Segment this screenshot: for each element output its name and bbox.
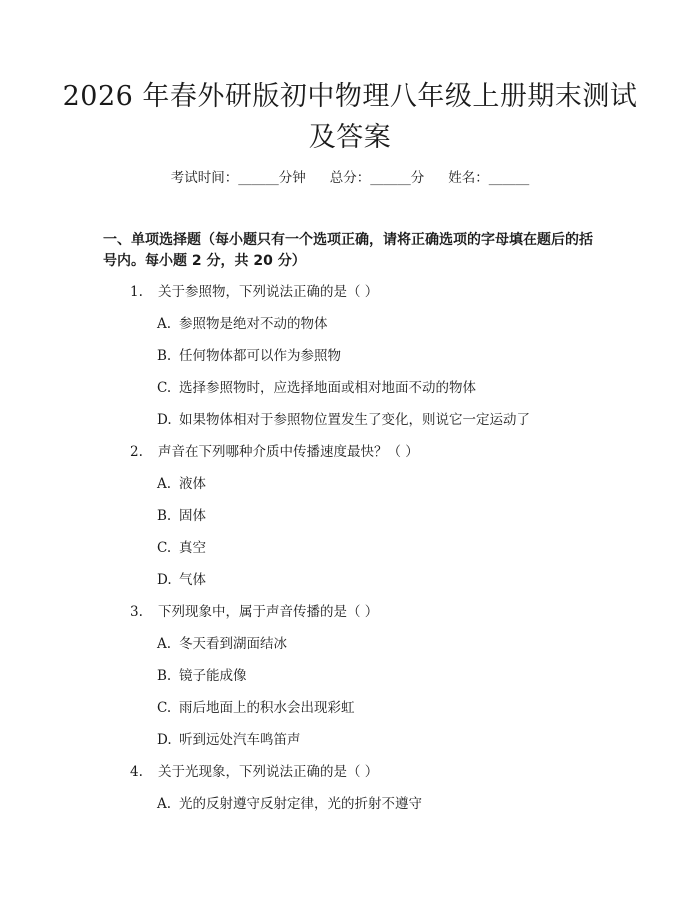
option-text: 如果物体相对于参照物位置发生了变化，则说它一定运动了 xyxy=(179,412,530,428)
option-letter: C. xyxy=(157,540,172,556)
option-text: 光的反射遵守反射定律，光的折射不遵守 xyxy=(179,796,422,812)
total-score-blank: ______ xyxy=(370,170,411,186)
option-text: 气体 xyxy=(179,572,206,588)
option-text: 真空 xyxy=(179,540,206,556)
exam-time-field xyxy=(171,168,306,188)
option-text: 冬天看到湖面结冰 xyxy=(179,636,287,652)
question-2 xyxy=(130,442,419,462)
question-2-option-d xyxy=(157,570,206,590)
question-1-option-b xyxy=(157,346,341,366)
option-letter: B. xyxy=(157,668,172,684)
student-name-field xyxy=(448,168,529,188)
option-letter: A. xyxy=(157,636,172,652)
question-text: 关于参照物，下列说法正确的是（ ） xyxy=(158,284,379,300)
question-3-option-a xyxy=(157,634,287,654)
question-1-option-d xyxy=(157,410,530,430)
question-number: 3. xyxy=(130,604,143,620)
option-letter: B. xyxy=(157,348,172,364)
option-text: 任何物体都可以作为参照物 xyxy=(179,348,341,364)
option-letter: A. xyxy=(157,316,172,332)
option-text: 听到远处汽车鸣笛声 xyxy=(179,732,301,748)
question-3-option-b xyxy=(157,666,247,686)
question-1-option-c xyxy=(157,378,476,398)
option-text: 参照物是绝对不动的物体 xyxy=(179,316,328,332)
question-number: 2. xyxy=(130,444,143,460)
question-4-option-a xyxy=(157,794,422,814)
question-text: 下列现象中，属于声音传播的是（ ） xyxy=(158,604,379,620)
option-letter: D. xyxy=(157,732,172,748)
question-3-option-d xyxy=(157,730,301,750)
option-text: 镜子能成像 xyxy=(179,668,247,684)
exam-time-label: 考试时间： xyxy=(170,170,239,186)
question-text: 声音在下列哪种介质中传播速度最快？（ ） xyxy=(158,444,419,460)
option-letter: D. xyxy=(157,572,172,588)
section-heading: 一、单项选择题（每小题只有一个选项正确，请将正确选项的字母填在题后的括号内。每小题 2 分，共 20 分） xyxy=(103,232,593,269)
question-3-option-c xyxy=(157,698,355,718)
question-text: 关于光现象，下列说法正确的是（ ） xyxy=(158,764,379,780)
option-letter: A. xyxy=(157,796,172,812)
question-3 xyxy=(130,602,378,622)
question-2-option-c xyxy=(157,538,206,558)
option-letter: C. xyxy=(157,380,172,396)
question-4 xyxy=(130,762,378,782)
question-2-option-b xyxy=(157,506,206,526)
student-name-label: 姓名： xyxy=(448,170,489,186)
total-score-field xyxy=(330,168,425,188)
total-score-label: 总分： xyxy=(329,170,371,186)
option-text: 固体 xyxy=(179,508,206,524)
option-letter: C. xyxy=(157,700,172,716)
option-text: 液体 xyxy=(179,476,206,492)
option-text: 雨后地面上的积水会出现彩虹 xyxy=(179,700,355,716)
exam-meta-line xyxy=(0,168,700,188)
question-number: 4. xyxy=(130,764,143,780)
exam-time-blank: ______ xyxy=(238,170,279,186)
exam-time-unit: 分钟 xyxy=(278,170,306,186)
student-name-blank: ______ xyxy=(488,170,530,186)
document-title: 2026 年春外研版初中物理八年级上册期末测试及答案 xyxy=(62,81,638,153)
option-text: 选择参照物时，应选择地面或相对地面不动的物体 xyxy=(179,380,476,396)
option-letter: D. xyxy=(157,412,172,428)
question-number: 1. xyxy=(130,284,143,300)
question-1 xyxy=(130,282,378,302)
option-letter: B. xyxy=(157,508,172,524)
question-1-option-a xyxy=(157,314,328,334)
total-score-unit: 分 xyxy=(410,170,425,186)
option-letter: A. xyxy=(157,476,172,492)
question-2-option-a xyxy=(157,474,206,494)
